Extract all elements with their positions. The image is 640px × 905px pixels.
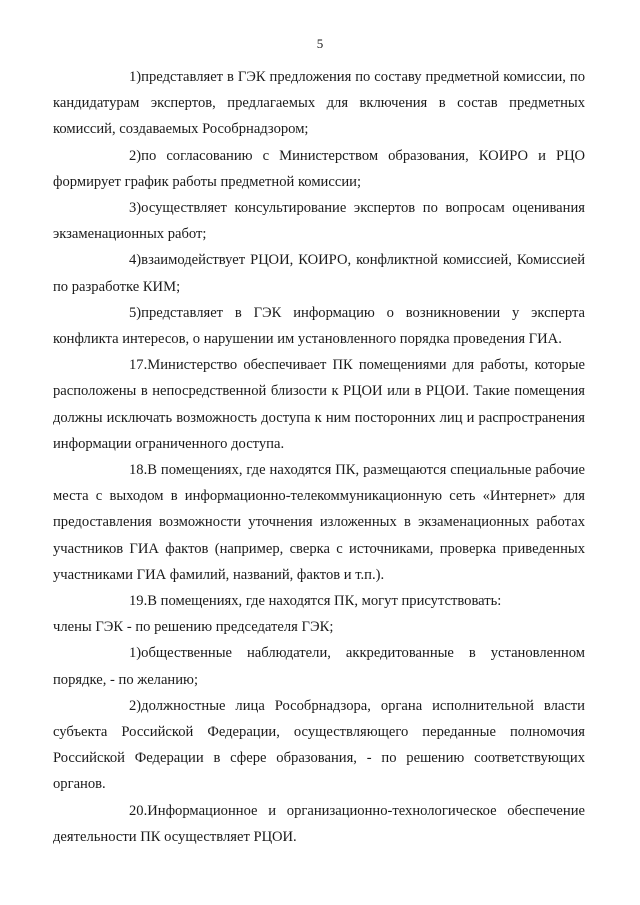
- paragraph-number: 5): [129, 304, 142, 321]
- paragraph-item-3: [53, 195, 585, 247]
- paragraph-text: В помещениях, где находятся ПК, могут присутствовать:: [147, 593, 502, 610]
- paragraph-text: представляет в ГЭК информацию о возникновении у эксперта конфликта интересов, о нарушении им установленного порядка проведения ГИА.: [53, 304, 585, 348]
- paragraph-text: Министерство обеспечивает ПК помещениями для работы, которые расположены в непосредственной близости к РЦОИ или в РЦОИ. Такие помещения должны исключать возможность доступа к ним посторонних лиц и распространения информации ограниченного доступа.: [53, 357, 585, 452]
- paragraph-text: должностные лица Рособрнадзора, органа исполнительной власти субъекта Российской Федерации, осуществляющего переданные полномочия Российской Федерации в сфере образования, - по решению соответствующих органов.: [53, 697, 585, 793]
- paragraph-gek-members: [53, 614, 585, 640]
- paragraph-text: осуществляет консультирование экспертов по вопросам оценивания экзаменационных работ;: [53, 200, 585, 243]
- paragraph-number: 17.: [129, 357, 148, 374]
- paragraph-number: 20.: [129, 802, 148, 819]
- paragraph-text: члены ГЭК - по решению председателя ГЭК;: [53, 619, 334, 636]
- paragraph-text: В помещениях, где находятся ПК, размещаются специальные рабочие места с выходом в информационно-телекоммуникационную сеть «Интернет» для предоставления возможности уточнения изложенных в экзаменационных работах участников ГИА фактов (например, сверка с источниками, проверка приведенных участниками ГИА фамилий, названий, фактов и т.п.).: [53, 462, 585, 583]
- paragraph-text: общественные наблюдатели, аккредитованные в установленном порядке, - по желанию;: [53, 645, 585, 688]
- paragraph-text: взаимодействует РЦОИ, КОИРО, конфликтной комиссией, Комиссией по разработке КИМ;: [53, 252, 585, 295]
- paragraph-text: Информационное и организационно-технологическое обеспечение деятельности ПК осуществляет РЦОИ.: [53, 802, 585, 845]
- paragraph-18: [53, 457, 585, 588]
- paragraph-text: представляет в ГЭК предложения по составу предметной комиссии, по кандидатурам экспертов, предлагаемых для включения в состав предметных комиссий, создаваемых Рособрнадзором;: [53, 69, 585, 138]
- paragraph-number: 4): [129, 252, 142, 269]
- paragraph-number: 18.: [129, 462, 148, 479]
- paragraph-item-2: [53, 143, 585, 195]
- paragraph-officials: [53, 693, 585, 798]
- paragraph-text: по согласованию с Министерством образования, КОИРО и РЦО формирует график работы предметной комиссии;: [53, 147, 585, 190]
- paragraph-number: 2): [129, 697, 142, 714]
- paragraph-number: 19.: [129, 593, 148, 610]
- paragraph-17: [53, 352, 585, 457]
- paragraph-item-1: [53, 64, 585, 143]
- paragraph-20: [53, 798, 585, 850]
- paragraph-number: 1): [129, 645, 142, 662]
- paragraph-number: 3): [129, 200, 142, 217]
- paragraph-number: 2): [129, 147, 142, 164]
- paragraph-19: [53, 588, 585, 614]
- paragraph-item-5: [53, 300, 585, 352]
- document-body: [53, 64, 585, 850]
- page-number: 5: [316, 36, 324, 51]
- paragraph-item-4: [53, 247, 585, 299]
- paragraph-observers: [53, 640, 585, 692]
- paragraph-number: 1): [129, 69, 142, 85]
